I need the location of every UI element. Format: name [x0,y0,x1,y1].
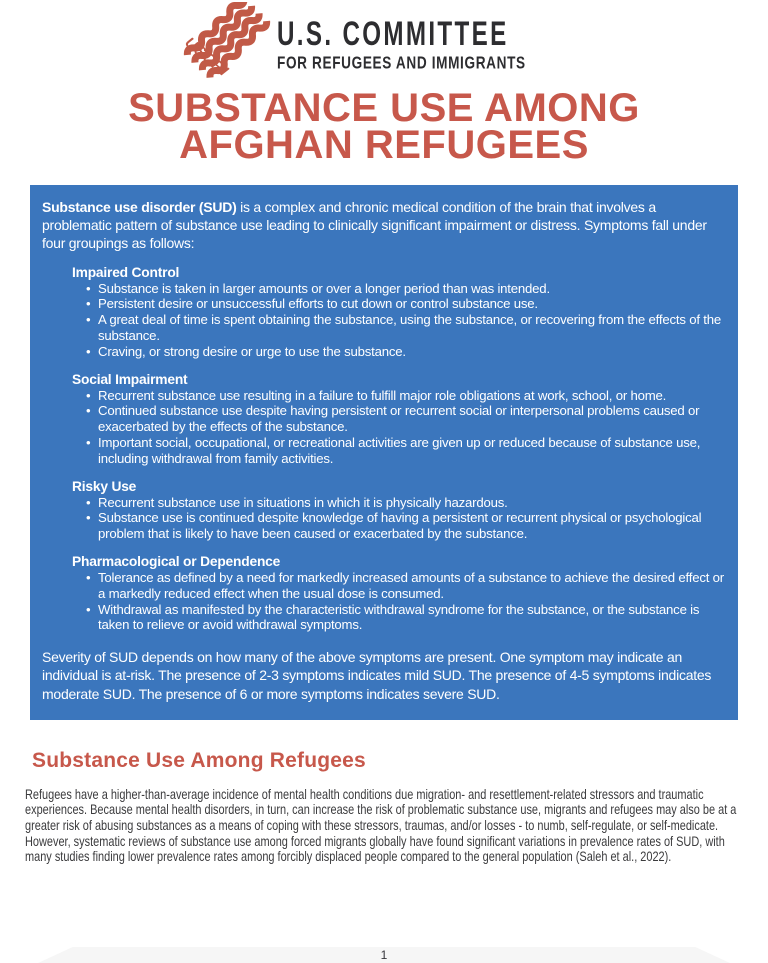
sud-section-bullet-list [72,388,724,467]
bullet-item: • Substance is taken in larger amounts or over a longer period than was intended. [86,281,724,297]
sud-intro [42,198,724,253]
sud-section-2 [72,479,724,542]
sud-intro-text: is a complex and chronic medical condition of the brain that involves a problematic pattern of substance use leading to clinically significant impairment or distress. Symptoms fall under four groupings as follows: [42,199,707,252]
logo-name-line2: FOR REFUGEES AND IMMIGRANTS [276,53,526,73]
bullet-item: • Recurrent substance use resulting in a failure to fulfill major role obligations at work, school, or home. [86,388,724,404]
bullet-item: • Tolerance as defined by a need for markedly increased amounts of a substance to achieve the desired effect or a markedly reduced effect when the usual dose is consumed. [86,570,724,602]
uscri-flag-icon [181,2,281,78]
body-paragraph: Refugees have a higher-than-average incidence of mental health conditions due migration- and resettlement-related stressors and traumatic experiences. Because mental health disorders, in turn, can increase the risk of problematic substance use, migrants and refugees may also be at a greater risk of abusing substances as a means of coping with these stressors, traumas, and/or losses - to numb, self-regulate, or self-medicate. However, systematic reviews of substance use among forced migrants globally have found significant variations in prevalence rates of SUD, with many studies finding lower prevalence rates among forcibly displaced people compared to the general population (Saleh et al., 2022). [25,785,737,865]
sud-info-box [30,185,738,720]
sud-section-bullet-list [72,281,724,360]
sud-section-3 [72,554,724,633]
sud-section-heading: Impaired Control [72,264,180,280]
logo-name-line1: U.S. COMMITTEE [276,14,509,53]
page-title-line1: SUBSTANCE USE AMONG [128,86,640,130]
sud-section-heading: Social Impairment [72,371,188,387]
bullet-item: • Craving, or strong desire or urge to use the substance. [86,344,724,360]
bullet-item: • Substance use is continued despite knowledge of having a persistent or recurrent physical or psychological problem that is likely to have been caused or exacerbated by the substance. [86,510,724,542]
sud-section-0 [72,265,724,360]
bullet-item: • Persistent desire or unsuccessful efforts to cut down or control substance use. [86,296,724,312]
sud-section-heading: Pharmacological or Dependence [72,553,281,569]
section-heading-substance-use-among-refugees: Substance Use Among Refugees [32,748,366,772]
sud-section-bullet-list [72,570,724,633]
sud-section-heading: Risky Use [72,478,137,494]
bullet-item: • Recurrent substance use in situations in which it is physically hazardous. [86,495,724,511]
logo-wordmark [277,2,588,73]
bullet-item: • A great deal of time is spent obtaining the substance, using the substance, or recovering from the effects of the substance. [86,312,724,344]
sud-section-bullet-list [72,495,724,542]
page-title [0,86,768,167]
sud-intro-bold-term: Substance use disorder (SUD) [42,199,237,215]
uscri-acronym: USCRI [180,34,232,78]
sud-section-1 [72,372,724,467]
sud-severity-note: Severity of SUD depends on how many of the above symptoms are present. One symptom may indicate an individual is at-risk. The presence of 2-3 symptoms indicates mild SUD. The presence of 4-5 symptoms indicates moderate SUD. The presence of 6 or more symptoms indicates severe SUD. [42,649,712,702]
bullet-item: • Continued substance use despite having persistent or recurrent social or interpersonal problems caused or exacerbated by the effects of the substance. [86,403,724,435]
page-title-line2: AFGHAN REFUGEES [179,123,589,167]
uscri-logo [0,0,768,78]
bullet-item: • Withdrawal as manifested by the characteristic withdrawal syndrome for the substance, or the substance is taken to relieve or avoid withdrawal symptoms. [86,602,724,634]
sud-symptom-sections [42,265,724,634]
page-number: 1 [380,948,388,962]
bullet-item: • Important social, occupational, or recreational activities are given up or reduced because of substance use, including withdrawal from family activities. [86,435,724,467]
